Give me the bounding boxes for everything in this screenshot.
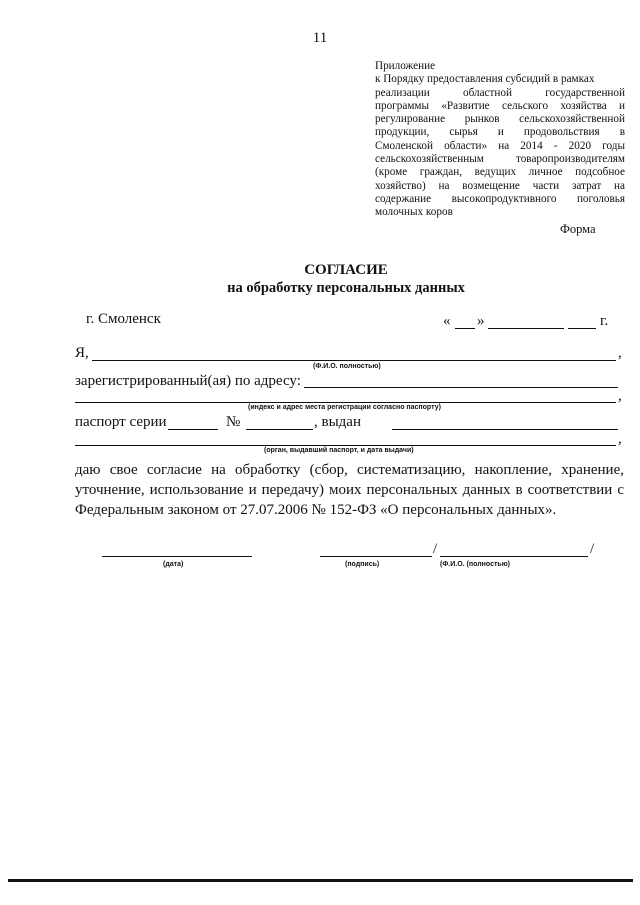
signature-line[interactable] (320, 556, 432, 557)
date-month-line[interactable] (488, 328, 564, 329)
issued-label: , выдан (314, 414, 361, 430)
issued-by-line-2[interactable] (75, 445, 616, 446)
appendix-block (375, 60, 625, 220)
appendix-line: программы «Развитие сельского хозяйства и (375, 99, 625, 112)
date-caption: (дата) (163, 561, 184, 568)
number-sign: № (226, 414, 241, 430)
fio-sign-line[interactable] (440, 556, 588, 557)
consent-line: уточнение, использование и передачу) моих персональных данных в соответствии с (75, 482, 624, 498)
address-line-1[interactable] (304, 387, 618, 388)
registered-label: зарегистрированный(ая) по адресу: (75, 373, 301, 389)
consent-line: Федеральным законом от 27.07.2006 № 152-ФЗ «О персональных данных». (75, 502, 557, 518)
appendix-line: сельскохозяйственным товаропроизводителям (375, 153, 625, 166)
date-sign-line[interactable] (102, 556, 252, 557)
appendix-line: реализации областной государственной (375, 86, 625, 99)
fio-caption: (Ф.И.О. полностью) (313, 363, 381, 370)
fio-line[interactable] (92, 360, 616, 361)
address-line-2[interactable] (75, 402, 616, 403)
consent-line: даю свое согласие на обработку (сбор, систематизацию, накопление, хранение, (75, 462, 624, 478)
form-label: Форма (560, 222, 596, 236)
appendix-heading: Приложение (375, 60, 436, 72)
issuer-comma: , (618, 431, 622, 447)
appendix-line: молочных коров (375, 206, 453, 219)
appendix-line: содержание высокопродуктивного поголовья (375, 192, 625, 205)
fio-comma: , (618, 345, 622, 361)
issued-by-line-1[interactable] (392, 429, 618, 430)
address-comma: , (618, 388, 622, 404)
appendix-line: хозяйство) на возмещение части затрат на (375, 179, 625, 192)
date-open-quote: « (443, 313, 451, 329)
page-number: 11 (312, 30, 328, 46)
date-close-quote: » (477, 313, 485, 329)
fio-sign-caption: (Ф.И.О. (полностью) (440, 561, 511, 568)
appendix-line: (кроме граждан, ведущих личное подсобное (375, 166, 625, 179)
year-suffix: г. (600, 313, 609, 329)
signature-slash: / (433, 541, 438, 557)
appendix-line: Смоленской области» на 2014 - 2020 годы (375, 139, 625, 152)
document-title: СОГЛАСИЕ (304, 262, 388, 278)
passport-series-label: паспорт серии (75, 414, 167, 430)
appendix-line: продукции, сырья и продовольствия в (375, 126, 625, 139)
date-day-line[interactable] (455, 328, 475, 329)
consent-paragraph (75, 460, 624, 520)
ya-label: Я, (75, 345, 89, 361)
issuer-caption: (орган, выдавший паспорт, и дата выдачи) (264, 447, 414, 454)
passport-number-line[interactable] (246, 429, 313, 430)
passport-series-line[interactable] (168, 429, 218, 430)
address-caption: (индекс и адрес места регистрации согласно паспорту) (248, 404, 441, 411)
signature-caption: (подпись) (345, 561, 380, 568)
document-subtitle: на обработку персональных данных (227, 280, 465, 296)
date-year-line[interactable] (568, 328, 596, 329)
city-label: г. Смоленск (86, 311, 161, 327)
fio-slash: / (590, 541, 595, 557)
bottom-rule (8, 879, 633, 882)
appendix-line: регулирование рынков сельскохозяйственной (375, 113, 625, 126)
appendix-line: к Порядку предоставления субсидий в рамках (375, 73, 595, 86)
